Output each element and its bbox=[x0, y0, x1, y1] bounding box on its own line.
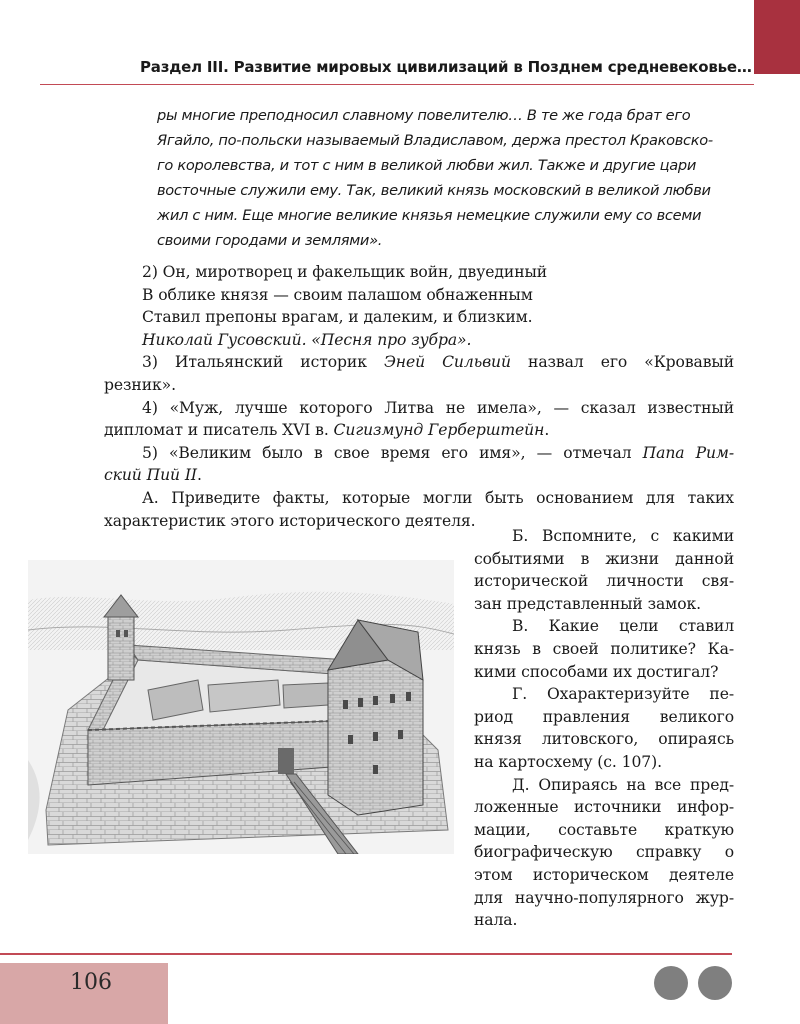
question-line: Б. Вспомните, с какими bbox=[512, 527, 734, 545]
question-line: мации, составьте краткую bbox=[474, 820, 734, 839]
question-line: исторической личности свя- bbox=[474, 572, 734, 591]
question-line: Д. Опираясь на все пред- bbox=[512, 775, 734, 794]
header-accent-bar bbox=[754, 0, 800, 74]
header-divider bbox=[40, 84, 754, 85]
poem-line: Ставил препоны врагам, и далеким, и близким. bbox=[142, 308, 533, 327]
question-line: В. Какие цели ставил bbox=[512, 617, 734, 636]
quote-line: своими городами и землями». bbox=[157, 232, 383, 249]
question-line: биографическую справку о bbox=[474, 843, 734, 862]
paragraph-line: 5) «Великим было в свое время его имя», — отмечал Папа Рим- bbox=[142, 443, 735, 462]
paragraph-line: 4) «Муж, лучше которого Литва не имела», — сказал известный bbox=[142, 398, 734, 417]
main-text bbox=[104, 261, 734, 532]
paragraph-line: резник». bbox=[104, 375, 176, 394]
question-line: Г. Охарактеризуйте пе- bbox=[512, 685, 734, 704]
quote-line: ры многие преподносил славному повелителю… В те же года брат его bbox=[157, 107, 691, 124]
castle-drawing bbox=[28, 560, 454, 854]
castle-illustration bbox=[28, 560, 454, 854]
question-line: зан представленный замок. bbox=[474, 594, 701, 613]
question-line: этом историческом деятеле bbox=[474, 865, 734, 884]
task-a-line: А. Приведите факты, которые могли быть основанием для таких bbox=[142, 488, 734, 507]
question-line: кими способами их достигал? bbox=[474, 662, 719, 681]
question-line: на картосхему (с. 107). bbox=[474, 752, 662, 771]
poem-attribution: Николай Гусовский. «Песня про зубра». bbox=[142, 330, 472, 349]
decorative-circle-icon bbox=[698, 966, 732, 1000]
quote-block bbox=[157, 103, 737, 253]
decorative-circle-icon bbox=[654, 966, 688, 1000]
quote-line: жил с ним. Еще многие великие князья немецкие служили ему со всеми bbox=[157, 207, 702, 224]
questions-column bbox=[474, 525, 734, 932]
question-line: риод правления великого bbox=[474, 707, 734, 726]
footer-divider bbox=[0, 953, 732, 955]
quote-line: го королевства, и тот с ним в великой любви жил. Также и другие цари bbox=[157, 157, 697, 174]
poem-line: В облике князя — своим палашом обнаженным bbox=[142, 285, 533, 304]
question-line: князя литовского, опираясь bbox=[474, 730, 734, 749]
paragraph-line: 3) Итальянский историк Эней Сильвий назвал его «Кровавый bbox=[142, 353, 734, 372]
poem-line: 2) Он, миротворец и факельщик войн, двуединый bbox=[142, 263, 548, 281]
quote-line: восточные служили ему. Так, великий князь московский в великой любви bbox=[157, 182, 711, 199]
question-line: нала. bbox=[474, 911, 518, 930]
paragraph-line: дипломат и писатель XVI в. Сигизмунд Герберштейн. bbox=[104, 421, 550, 440]
page-number: 106 bbox=[70, 970, 112, 995]
question-line: князь в своей политике? Ка- bbox=[474, 639, 734, 658]
question-line: ложенные источники инфор- bbox=[474, 798, 734, 817]
question-line: для научно-популярного жур- bbox=[474, 888, 734, 907]
section-header: Раздел III. Развитие мировых цивилизаций в Позднем средневековье… bbox=[140, 58, 752, 76]
question-line: событиями в жизни данной bbox=[474, 549, 734, 568]
task-a-line: характеристик этого исторического деятеля. bbox=[104, 511, 476, 530]
quote-line: Ягайло, по-польски называемый Владиславом, держа престол Краковско- bbox=[157, 132, 713, 149]
paragraph-line: ский Пий II. bbox=[104, 466, 202, 485]
